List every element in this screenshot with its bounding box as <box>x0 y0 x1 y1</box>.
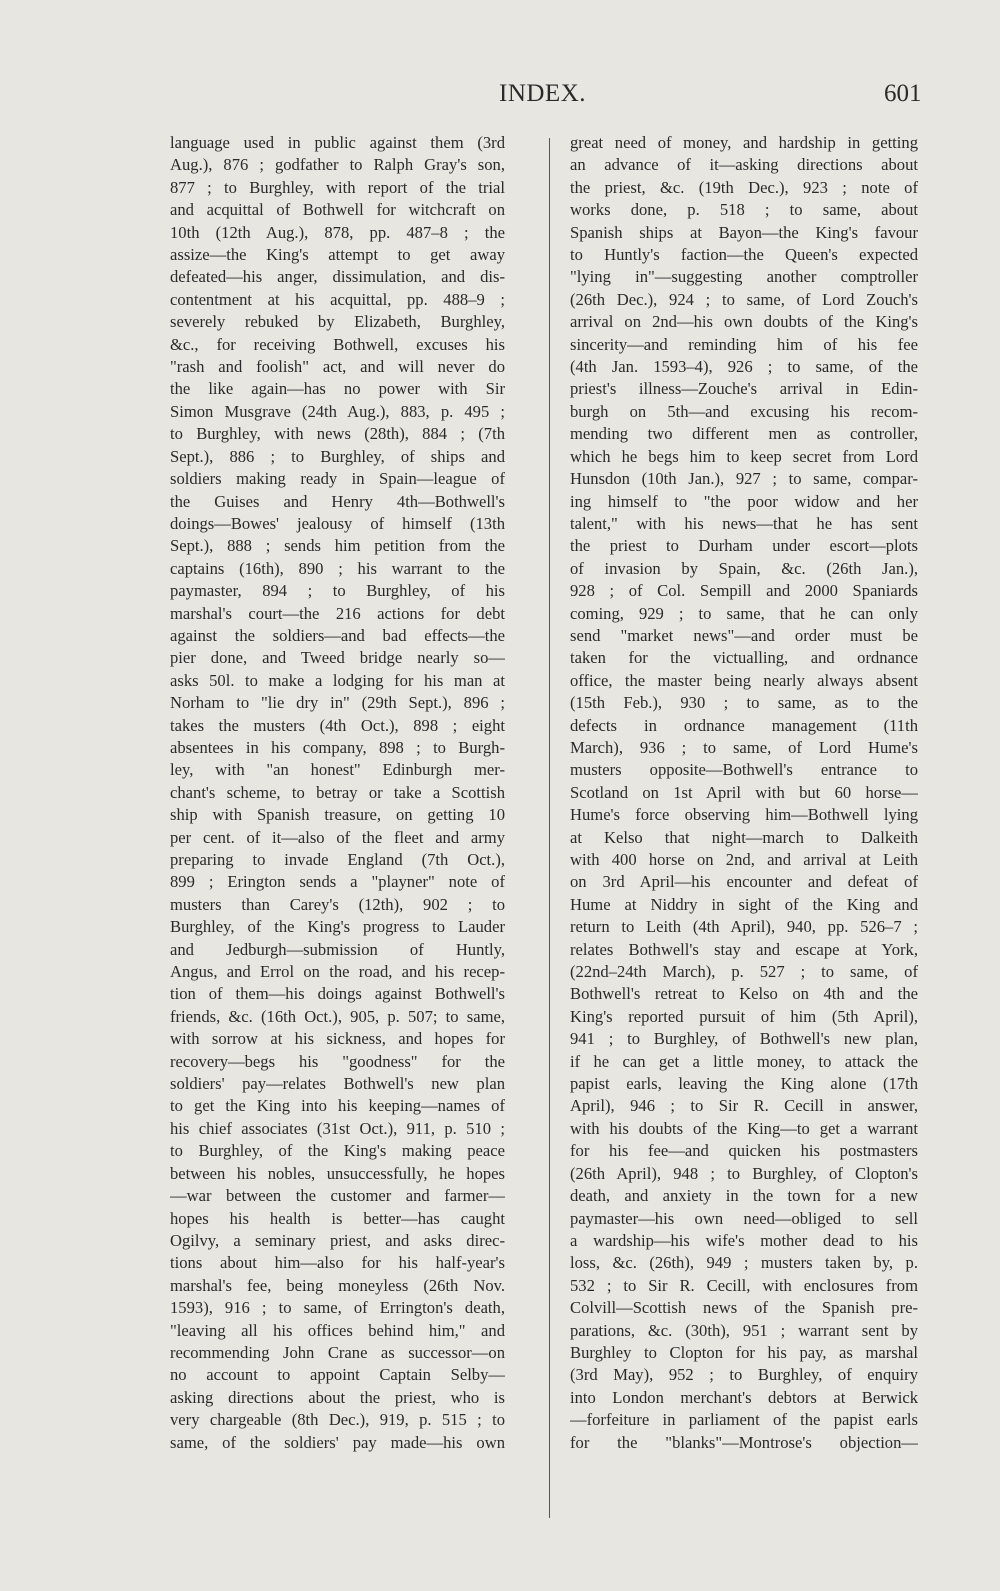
index-line: for his fee—and quicken his postmasters <box>570 1141 918 1161</box>
index-line: a wardship—his wife's mother dead to his <box>570 1230 918 1250</box>
index-line: recommending John Crane as successor—on <box>170 1342 505 1362</box>
index-line: takes the musters (4th Oct.), 898 ; eight <box>170 715 505 735</box>
index-line: send "market news"—and order must be <box>570 625 918 645</box>
index-line: relates Bothwell's stay and escape at York, <box>570 939 918 959</box>
index-line: an advance of it—asking directions about <box>570 155 918 175</box>
index-line: soldiers' pay—relates Bothwell's new plan <box>170 1074 505 1094</box>
index-line: "lying in"—suggesting another comptroller <box>570 267 918 287</box>
index-line: April), 946 ; to Sir R. Cecill in answer, <box>570 1096 918 1116</box>
index-line: sincerity—and reminding him of his fee <box>570 334 918 354</box>
index-line: on 3rd April—his encounter and defeat of <box>570 872 918 892</box>
index-line: assize—the King's attempt to get away <box>170 245 505 265</box>
index-line: and Jedburgh—submission of Huntly, <box>170 939 505 959</box>
index-column-right <box>570 132 918 1454</box>
index-line: Sept.), 888 ; sends him petition from the <box>170 536 505 556</box>
page-header <box>0 80 1000 120</box>
index-line: King's reported pursuit of him (5th April), <box>570 1006 918 1026</box>
index-line: chant's scheme, to betray or take a Scottish <box>170 782 505 802</box>
index-line: Spanish ships at Bayon—the King's favour <box>570 222 918 242</box>
index-line: Burghley, of the King's progress to Lauder <box>170 917 505 937</box>
index-line: with his doubts of the King—to get a warrant <box>570 1118 918 1138</box>
index-line: 532 ; to Sir R. Cecill, with enclosures from <box>570 1275 918 1295</box>
index-line: taken for the victualling, and ordnance <box>570 648 918 668</box>
index-line: pier done, and Tweed bridge nearly so— <box>170 648 505 668</box>
index-line: arrival on 2nd—his own doubts of the King's <box>570 312 918 332</box>
index-line: of invasion by Spain, &c. (26th Jan.), <box>570 558 918 578</box>
index-line: marshal's court—the 216 actions for debt <box>170 603 505 623</box>
index-line: ship with Spanish treasure, on getting 10 <box>170 805 505 825</box>
index-line: —war between the customer and farmer— <box>170 1186 505 1206</box>
index-line: same, of the soldiers' pay made—his own <box>170 1432 505 1452</box>
index-line: Norham to "lie dry in" (29th Sept.), 896 ; <box>170 693 505 713</box>
index-line: parations, &c. (30th), 951 ; warrant sent by <box>570 1320 918 1340</box>
index-line: his chief associates (31st Oct.), 911, p. 510 ; <box>170 1118 505 1138</box>
index-line: coming, 929 ; to same, that he can only <box>570 603 918 623</box>
index-line: marshal's fee, being moneyless (26th Nov. <box>170 1275 505 1295</box>
index-line: burgh on 5th—and excusing his recom- <box>570 401 918 421</box>
index-line: tion of them—his doings against Bothwell's <box>170 984 505 1004</box>
index-line: absentees in his company, 898 ; to Burgh- <box>170 737 505 757</box>
index-line: captains (16th), 890 ; his warrant to the <box>170 558 505 578</box>
index-line: defects in ordnance management (11th <box>570 715 918 735</box>
index-line: works done, p. 518 ; to same, about <box>570 200 918 220</box>
index-line: papist earls, leaving the King alone (17th <box>570 1074 918 1094</box>
index-line: no account to appoint Captain Selby— <box>170 1365 505 1385</box>
index-line: "rash and foolish" act, and will never do <box>170 357 505 377</box>
index-line: to Burghley, of the King's making peace <box>170 1141 505 1161</box>
index-line: Angus, and Errol on the road, and his recep- <box>170 962 505 982</box>
index-line: musters than Carey's (12th), 902 ; to <box>170 894 505 914</box>
index-line: talent," with his news—that he has sent <box>570 513 918 533</box>
index-line: 10th (12th Aug.), 878, pp. 487–8 ; the <box>170 222 505 242</box>
index-line: asks 50l. to make a lodging for his man at <box>170 670 505 690</box>
index-line: severely rebuked by Elizabeth, Burghley, <box>170 312 505 332</box>
index-line: the priest to Durham under escort—plots <box>570 536 918 556</box>
index-line: (4th Jan. 1593–4), 926 ; to same, of the <box>570 357 918 377</box>
index-line: death, and anxiety in the town for a new <box>570 1186 918 1206</box>
index-line: if he can get a little money, to attack the <box>570 1051 918 1071</box>
index-line: the Guises and Henry 4th—Bothwell's <box>170 491 505 511</box>
index-line: language used in public against them (3rd <box>170 133 505 152</box>
page-number: 601 <box>884 80 922 107</box>
index-line: Bothwell's retreat to Kelso on 4th and the <box>570 984 918 1004</box>
index-line: Sept.), 886 ; to Burghley, of ships and <box>170 446 505 466</box>
index-line: asking directions about the priest, who is <box>170 1387 505 1407</box>
index-line: (15th Feb.), 930 ; to same, as to the <box>570 693 918 713</box>
index-line: Hume's force observing him—Bothwell lying <box>570 805 918 825</box>
index-line: with sorrow at his sickness, and hopes for <box>170 1029 505 1049</box>
index-line: paymaster—his own need—obliged to sell <box>570 1208 918 1228</box>
index-line: &c., for receiving Bothwell, excuses his <box>170 334 505 354</box>
index-line: Simon Musgrave (24th Aug.), 883, p. 495 ; <box>170 401 505 421</box>
index-line: ing himself to "the poor widow and her <box>570 491 918 511</box>
index-line: per cent. of it—also of the fleet and army <box>170 827 505 847</box>
index-line: soldiers making ready in Spain—league of <box>170 469 505 489</box>
index-line: between his nobles, unsuccessfully, he hopes <box>170 1163 505 1183</box>
index-line: tions about him—also for his half-year's <box>170 1253 505 1273</box>
index-line: at Kelso that night—march to Dalkeith <box>570 827 918 847</box>
index-line: ley, with "an honest" Edinburgh mer- <box>170 760 505 780</box>
index-line: to Huntly's faction—the Queen's expected <box>570 245 918 265</box>
index-line: (26th April), 948 ; to Burghley, of Clopton's <box>570 1163 918 1183</box>
index-line: loss, &c. (26th), 949 ; musters taken by, p. <box>570 1253 918 1273</box>
index-line: Hume at Niddry in sight of the King and <box>570 894 918 914</box>
index-line: contentment at his acquittal, pp. 488–9 ; <box>170 289 505 309</box>
index-line: into London merchant's debtors at Berwick <box>570 1387 918 1407</box>
index-line: great need of money, and hardship in getting <box>570 133 918 152</box>
index-line: the like again—has no power with Sir <box>170 379 505 399</box>
index-column-left <box>170 132 505 1454</box>
index-line: Scotland on 1st April with but 60 horse— <box>570 782 918 802</box>
index-line: (3rd May), 952 ; to Burghley, of enquiry <box>570 1365 918 1385</box>
index-line: against the soldiers—and bad effects—the <box>170 625 505 645</box>
index-line: Burghley to Clopton for his pay, as marshal <box>570 1342 918 1362</box>
index-line: paymaster, 894 ; to Burghley, of his <box>170 581 505 601</box>
index-line: Colvill—Scottish news of the Spanish pre- <box>570 1298 918 1318</box>
index-line: return to Leith (4th April), 940, pp. 526–7 ; <box>570 917 918 937</box>
index-line: —forfeiture in parliament of the papist earls <box>570 1410 918 1430</box>
index-line: Ogilvy, a seminary priest, and asks direc- <box>170 1230 505 1250</box>
index-line: recovery—begs his "goodness" for the <box>170 1051 505 1071</box>
index-line: 928 ; of Col. Sempill and 2000 Spaniards <box>570 581 918 601</box>
index-line: (22nd–24th March), p. 527 ; to same, of <box>570 962 918 982</box>
column-divider <box>549 138 550 1518</box>
index-line: the priest, &c. (19th Dec.), 923 ; note of <box>570 177 918 197</box>
index-line: (26th Dec.), 924 ; to same, of Lord Zouch's <box>570 289 918 309</box>
index-line: and acquittal of Bothwell for witchcraft on <box>170 200 505 220</box>
index-line: very chargeable (8th Dec.), 919, p. 515 ; to <box>170 1410 505 1430</box>
index-line: priest's illness—Zouche's arrival in Edin- <box>570 379 918 399</box>
index-line: Aug.), 876 ; godfather to Ralph Gray's son, <box>170 155 505 175</box>
index-line: 1593), 916 ; to same, of Errington's death, <box>170 1298 505 1318</box>
index-line: 877 ; to Burghley, with report of the trial <box>170 177 505 197</box>
index-line: mending two different men as controller, <box>570 424 918 444</box>
index-line: March), 936 ; to same, of Lord Hume's <box>570 737 918 757</box>
index-line: 899 ; Erington sends a "playner" note of <box>170 872 505 892</box>
index-line: to get the King into his keeping—names of <box>170 1096 505 1116</box>
index-line: 941 ; to Burghley, of Bothwell's new plan, <box>570 1029 918 1049</box>
index-line: for the "blanks"—Montrose's objection— <box>570 1432 918 1452</box>
index-line: hopes his health is better—has caught <box>170 1208 505 1228</box>
index-line: friends, &c. (16th Oct.), 905, p. 507; to same, <box>170 1006 505 1026</box>
index-line: defeated—his anger, dissimulation, and dis- <box>170 267 505 287</box>
index-line: "leaving all his offices behind him," and <box>170 1320 505 1340</box>
running-title: INDEX. <box>499 80 587 107</box>
index-line: Hunsdon (10th Jan.), 927 ; to same, compar- <box>570 469 918 489</box>
index-line: preparing to invade England (7th Oct.), <box>170 850 505 869</box>
index-line: which he begs him to keep secret from Lord <box>570 446 918 466</box>
index-line: office, the master being nearly always absent <box>570 670 918 690</box>
index-line: to Burghley, with news (28th), 884 ; (7th <box>170 424 505 444</box>
index-line: musters opposite—Bothwell's entrance to <box>570 760 918 780</box>
index-line: doings—Bowes' jealousy of himself (13th <box>170 513 505 533</box>
index-line: with 400 horse on 2nd, and arrival at Leith <box>570 850 918 869</box>
